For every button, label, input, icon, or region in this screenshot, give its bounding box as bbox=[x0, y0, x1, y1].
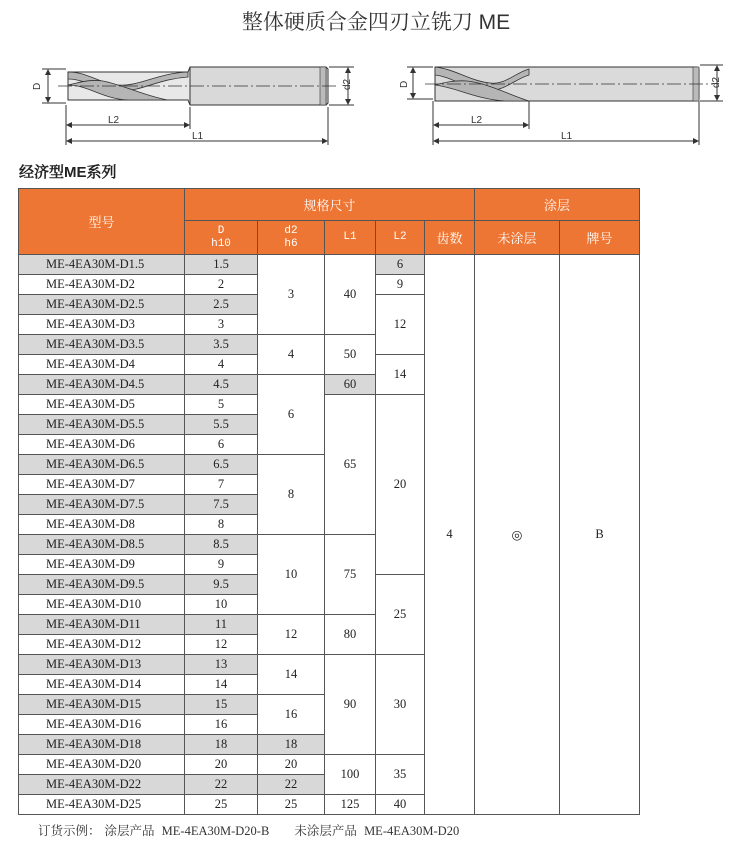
d2-cell: 18 bbox=[258, 735, 325, 755]
coated-label: 涂层产品 bbox=[104, 824, 155, 838]
d-cell: 3 bbox=[185, 315, 258, 335]
order-example-label: 订货示例： bbox=[38, 824, 101, 838]
l1-cell: 75 bbox=[325, 535, 376, 615]
d-cell: 7.5 bbox=[185, 495, 258, 515]
l1-cell: 40 bbox=[325, 255, 376, 335]
model-cell: ME-4EA30M-D6.5 bbox=[19, 455, 185, 475]
model-cell: ME-4EA30M-D20 bbox=[19, 755, 185, 775]
model-cell: ME-4EA30M-D25 bbox=[19, 795, 185, 815]
d-cell: 9 bbox=[185, 555, 258, 575]
model-cell: ME-4EA30M-D2 bbox=[19, 275, 185, 295]
l1-cell: 60 bbox=[325, 375, 376, 395]
d-cell: 10 bbox=[185, 595, 258, 615]
d-cell: 18 bbox=[185, 735, 258, 755]
d-cell: 16 bbox=[185, 715, 258, 735]
model-cell: ME-4EA30M-D4 bbox=[19, 355, 185, 375]
header-L2: L2 bbox=[376, 221, 425, 255]
coated-example: ME-4EA30M-D20-B bbox=[161, 824, 270, 838]
dim-label-d2: d2 bbox=[711, 76, 722, 88]
model-cell: ME-4EA30M-D4.5 bbox=[19, 375, 185, 395]
end-mill-drawing-left bbox=[28, 55, 353, 150]
uncoated-example: ME-4EA30M-D20 bbox=[364, 824, 460, 838]
model-cell: ME-4EA30M-D3.5 bbox=[19, 335, 185, 355]
model-cell: ME-4EA30M-D8 bbox=[19, 515, 185, 535]
l1-cell: 90 bbox=[325, 655, 376, 755]
d-cell: 2 bbox=[185, 275, 258, 295]
d-cell: 8 bbox=[185, 515, 258, 535]
model-cell: ME-4EA30M-D22 bbox=[19, 775, 185, 795]
l1-cell: 100 bbox=[325, 755, 376, 795]
d-cell: 5 bbox=[185, 395, 258, 415]
model-cell: ME-4EA30M-D7.5 bbox=[19, 495, 185, 515]
d-cell: 12 bbox=[185, 635, 258, 655]
l2-cell: 12 bbox=[376, 295, 425, 355]
l2-cell: 40 bbox=[376, 795, 425, 815]
d2-cell: 3 bbox=[258, 255, 325, 335]
d-cell: 11 bbox=[185, 615, 258, 635]
model-cell: ME-4EA30M-D14 bbox=[19, 675, 185, 695]
dim-label-d2: d2 bbox=[342, 78, 353, 90]
d-cell: 4.5 bbox=[185, 375, 258, 395]
d2-cell: 4 bbox=[258, 335, 325, 375]
table-row bbox=[19, 255, 640, 275]
model-cell: ME-4EA30M-D5.5 bbox=[19, 415, 185, 435]
dim-label-L2: L2 bbox=[108, 115, 120, 126]
model-cell: ME-4EA30M-D1.5 bbox=[19, 255, 185, 275]
uncoated-cell: ◎ bbox=[475, 255, 560, 815]
page-title: 整体硬质合金四刃立铣刀 ME bbox=[241, 11, 511, 34]
d-cell: 9.5 bbox=[185, 575, 258, 595]
d2-cell: 12 bbox=[258, 615, 325, 655]
d2-cell: 8 bbox=[258, 455, 325, 535]
d2-cell: 10 bbox=[258, 535, 325, 615]
model-cell: ME-4EA30M-D9.5 bbox=[19, 575, 185, 595]
header-brand: 牌号 bbox=[560, 221, 640, 255]
d2-cell: 14 bbox=[258, 655, 325, 695]
d-cell: 8.5 bbox=[185, 535, 258, 555]
model-cell: ME-4EA30M-D7 bbox=[19, 475, 185, 495]
d-cell: 14 bbox=[185, 675, 258, 695]
spec-table bbox=[18, 188, 640, 815]
d-cell: 5.5 bbox=[185, 415, 258, 435]
header-spec-group: 规格尺寸 bbox=[185, 189, 475, 221]
d-cell: 15 bbox=[185, 695, 258, 715]
model-cell: ME-4EA30M-D3 bbox=[19, 315, 185, 335]
d2-cell: 20 bbox=[258, 755, 325, 775]
l1-cell: 50 bbox=[325, 335, 376, 375]
model-cell: ME-4EA30M-D6 bbox=[19, 435, 185, 455]
dim-label-D: D bbox=[32, 82, 43, 90]
d-cell: 22 bbox=[185, 775, 258, 795]
l2-cell: 6 bbox=[376, 255, 425, 275]
header-d2: d2 h6 bbox=[258, 221, 325, 255]
l1-cell: 65 bbox=[325, 395, 376, 535]
d2-cell: 6 bbox=[258, 375, 325, 455]
model-cell: ME-4EA30M-D16 bbox=[19, 715, 185, 735]
dim-label-L2: L2 bbox=[471, 115, 483, 126]
d-cell: 13 bbox=[185, 655, 258, 675]
d2-cell: 16 bbox=[258, 695, 325, 735]
l1-cell: 125 bbox=[325, 795, 376, 815]
model-cell: ME-4EA30M-D8.5 bbox=[19, 535, 185, 555]
model-cell: ME-4EA30M-D5 bbox=[19, 395, 185, 415]
l2-cell: 9 bbox=[376, 275, 425, 295]
l1-cell: 80 bbox=[325, 615, 376, 655]
header-D: D h10 bbox=[185, 221, 258, 255]
l2-cell: 25 bbox=[376, 575, 425, 655]
header-coating-group: 涂层 bbox=[475, 189, 640, 221]
dim-label-L1: L1 bbox=[192, 131, 204, 142]
header-uncoated: 未涂层 bbox=[475, 221, 560, 255]
teeth-cell: 4 bbox=[425, 255, 475, 815]
d2-cell: 22 bbox=[258, 775, 325, 795]
d-cell: 4 bbox=[185, 355, 258, 375]
d-cell: 20 bbox=[185, 755, 258, 775]
brand-cell: B bbox=[560, 255, 640, 815]
model-cell: ME-4EA30M-D2.5 bbox=[19, 295, 185, 315]
model-cell: ME-4EA30M-D18 bbox=[19, 735, 185, 755]
header-L1: L1 bbox=[325, 221, 376, 255]
uncoated-label: 未涂层产品 bbox=[294, 824, 357, 838]
section-title: 经济型ME系列 bbox=[19, 164, 117, 181]
header-teeth: 齿数 bbox=[425, 221, 475, 255]
order-example bbox=[38, 821, 463, 839]
d-cell: 7 bbox=[185, 475, 258, 495]
d-cell: 2.5 bbox=[185, 295, 258, 315]
model-cell: ME-4EA30M-D13 bbox=[19, 655, 185, 675]
model-cell: ME-4EA30M-D9 bbox=[19, 555, 185, 575]
d-cell: 1.5 bbox=[185, 255, 258, 275]
end-mill-drawing-right bbox=[395, 55, 725, 150]
d-cell: 25 bbox=[185, 795, 258, 815]
d2-cell: 25 bbox=[258, 795, 325, 815]
header-model: 型号 bbox=[19, 189, 185, 255]
model-cell: ME-4EA30M-D15 bbox=[19, 695, 185, 715]
model-cell: ME-4EA30M-D10 bbox=[19, 595, 185, 615]
dim-label-L1: L1 bbox=[561, 131, 573, 142]
d-cell: 6.5 bbox=[185, 455, 258, 475]
l2-cell: 30 bbox=[376, 655, 425, 755]
l2-cell: 20 bbox=[376, 395, 425, 575]
dim-label-D: D bbox=[399, 80, 410, 88]
model-cell: ME-4EA30M-D11 bbox=[19, 615, 185, 635]
d-cell: 3.5 bbox=[185, 335, 258, 355]
d-cell: 6 bbox=[185, 435, 258, 455]
l2-cell: 35 bbox=[376, 755, 425, 795]
model-cell: ME-4EA30M-D12 bbox=[19, 635, 185, 655]
l2-cell: 14 bbox=[376, 355, 425, 395]
